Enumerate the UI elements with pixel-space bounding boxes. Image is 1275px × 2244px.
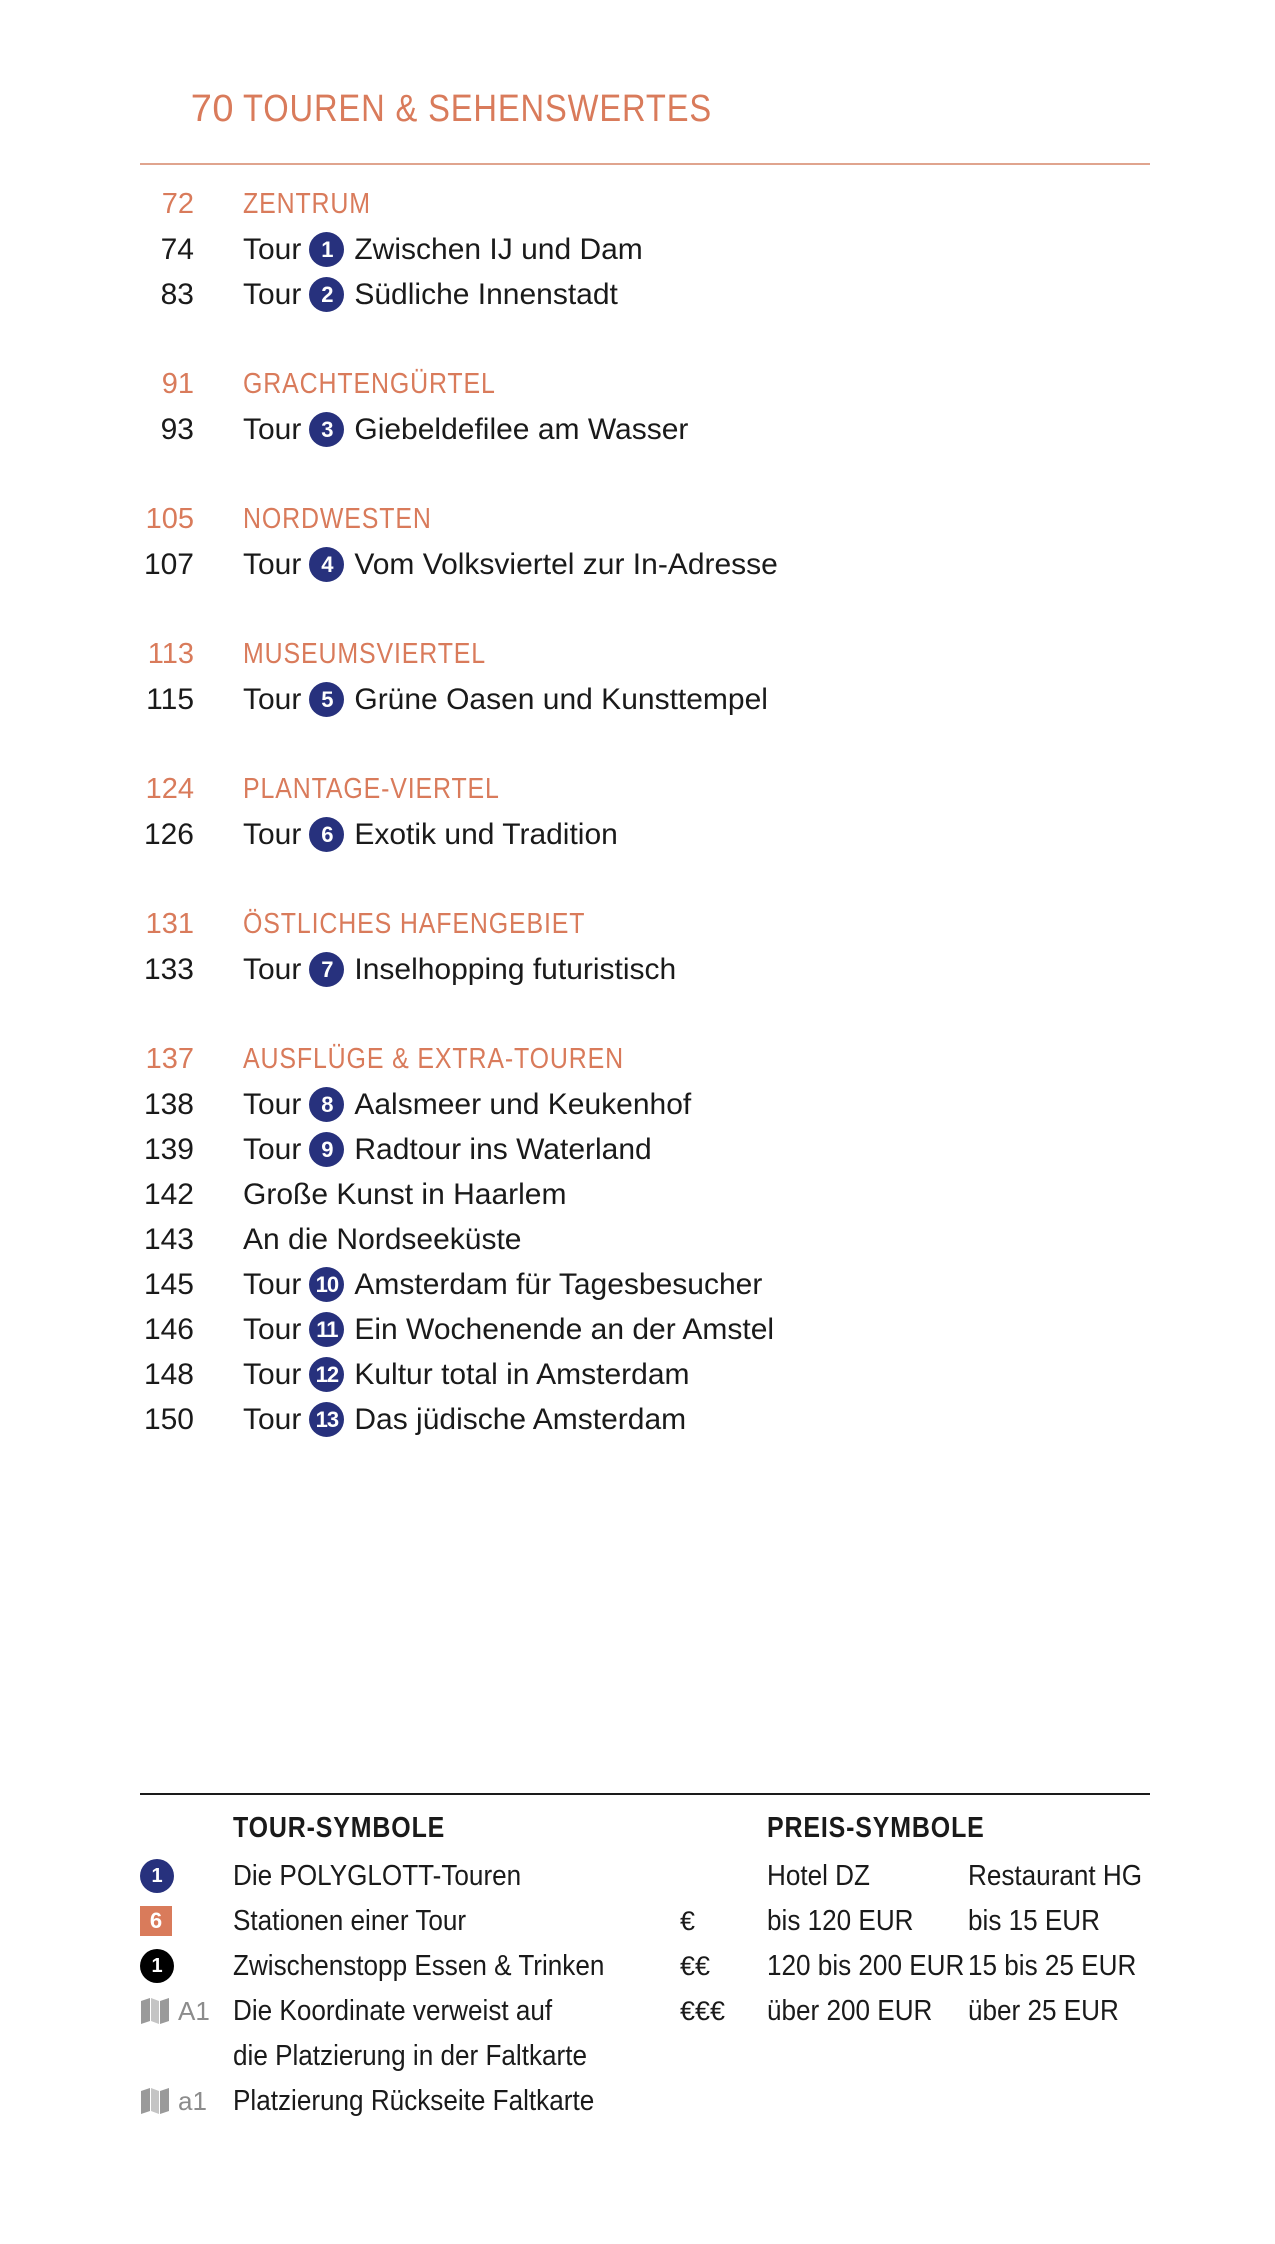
hotel-header: Hotel DZ bbox=[767, 1860, 870, 1892]
toc-entry[interactable] bbox=[140, 1397, 1150, 1442]
entry-label bbox=[243, 1352, 690, 1397]
entry-page-number: 126 bbox=[143, 818, 194, 851]
entry-label bbox=[243, 1172, 566, 1217]
entry-label bbox=[243, 1082, 691, 1127]
entry-label bbox=[243, 947, 676, 992]
toc-entry[interactable] bbox=[140, 1262, 1150, 1307]
section-title: MUSEUMSVIERTEL bbox=[243, 638, 487, 670]
entry-title: Inselhopping futuristisch bbox=[354, 953, 677, 986]
toc-entry[interactable] bbox=[140, 812, 1150, 857]
map-back-code: a1 bbox=[178, 2085, 207, 2116]
entry-page-number: 150 bbox=[143, 1403, 194, 1436]
entry-label bbox=[243, 227, 643, 272]
tour-number-badge: 7 bbox=[309, 952, 344, 987]
toc-section bbox=[140, 1037, 1150, 1442]
tour-number-badge: 5 bbox=[309, 682, 344, 717]
tour-number-badge: 4 bbox=[309, 547, 344, 582]
section-heading-row[interactable] bbox=[140, 497, 1150, 542]
entry-label bbox=[243, 1397, 686, 1442]
section-page-number: 72 bbox=[161, 188, 194, 220]
entry-page-number: 133 bbox=[143, 953, 194, 986]
entry-page-number: 142 bbox=[143, 1178, 194, 1211]
toc-entry[interactable] bbox=[140, 1352, 1150, 1397]
entry-title: Kultur total in Amsterdam bbox=[354, 1358, 690, 1391]
toc-entry[interactable] bbox=[140, 227, 1150, 272]
map-front-symbol-row bbox=[140, 1992, 210, 2030]
folding-map-icon bbox=[140, 1997, 170, 2025]
entry-title: Südliche Innenstadt bbox=[354, 278, 618, 311]
map-front-code: A1 bbox=[178, 1995, 210, 2026]
legend bbox=[140, 1812, 1150, 2142]
entry-title: Giebeldefilee am Wasser bbox=[354, 413, 689, 446]
entry-page-number: 143 bbox=[143, 1223, 194, 1256]
hotel-price: 120 bis 200 EUR bbox=[767, 1950, 965, 1982]
section-page-number: 105 bbox=[145, 503, 194, 535]
stop-symbol-row bbox=[140, 1947, 174, 1985]
price-symbol: €€ bbox=[680, 1951, 711, 1981]
section-heading-row[interactable] bbox=[140, 182, 1150, 227]
tour-symbols-heading: TOUR-SYMBOLE bbox=[233, 1812, 446, 1844]
entry-title: Große Kunst in Haarlem bbox=[243, 1178, 567, 1211]
section-title: PLANTAGE-VIERTEL bbox=[243, 773, 500, 805]
station-symbol-label: Stationen einer Tour bbox=[233, 1905, 467, 1937]
toc-entry[interactable] bbox=[140, 407, 1150, 452]
entry-label bbox=[243, 812, 618, 857]
chapter-title: TOUREN & SEHENSWERTES bbox=[243, 88, 713, 130]
restaurant-header: Restaurant HG bbox=[968, 1860, 1143, 1892]
tour-number-badge: 1 bbox=[309, 232, 344, 267]
tour-word: Tour bbox=[243, 1358, 302, 1391]
section-page-number: 137 bbox=[145, 1043, 194, 1075]
tour-number-badge: 12 bbox=[309, 1357, 344, 1392]
entry-label bbox=[243, 1262, 762, 1307]
entry-label bbox=[243, 1307, 774, 1352]
chapter-header bbox=[140, 88, 1150, 138]
toc-entry[interactable] bbox=[140, 1217, 1150, 1262]
entry-page-number: 138 bbox=[143, 1088, 194, 1121]
price-symbols-heading: PREIS-SYMBOLE bbox=[767, 1812, 985, 1844]
toc-entry[interactable] bbox=[140, 1082, 1150, 1127]
tour-word: Tour bbox=[243, 278, 302, 311]
section-heading-row[interactable] bbox=[140, 767, 1150, 812]
station-symbol-row bbox=[140, 1902, 172, 1940]
toc-section bbox=[140, 632, 1150, 722]
tour-word: Tour bbox=[243, 1088, 302, 1121]
hotel-price: über 200 EUR bbox=[767, 1995, 933, 2027]
tour-symbol-label: Die POLYGLOTT-Touren bbox=[233, 1860, 522, 1892]
entry-page-number: 83 bbox=[160, 278, 194, 311]
tour-word: Tour bbox=[243, 233, 302, 266]
entry-label bbox=[243, 407, 688, 452]
tour-word: Tour bbox=[243, 953, 302, 986]
toc-section bbox=[140, 767, 1150, 857]
toc-section bbox=[140, 362, 1150, 452]
entry-title: Zwischen IJ und Dam bbox=[354, 233, 643, 266]
tour-word: Tour bbox=[243, 1313, 302, 1346]
entry-title: Ein Wochenende an der Amstel bbox=[354, 1313, 775, 1346]
tour-number-badge: 6 bbox=[309, 817, 344, 852]
tour-word: Tour bbox=[243, 548, 302, 581]
section-heading-row[interactable] bbox=[140, 632, 1150, 677]
entry-page-number: 115 bbox=[146, 683, 194, 716]
entry-title: Grüne Oasen und Kunsttempel bbox=[354, 683, 768, 716]
entry-page-number: 148 bbox=[143, 1358, 194, 1391]
section-title: AUSFLÜGE & EXTRA-TOUREN bbox=[243, 1043, 625, 1075]
toc-section bbox=[140, 182, 1150, 317]
entry-label bbox=[243, 1127, 652, 1172]
entry-title: Aalsmeer und Keukenhof bbox=[354, 1088, 692, 1121]
tour-word: Tour bbox=[243, 1268, 302, 1301]
stop-symbol-label: Zwischenstopp Essen & Trinken bbox=[233, 1950, 605, 1982]
section-page-number: 131 bbox=[145, 908, 194, 940]
entry-page-number: 146 bbox=[143, 1313, 194, 1346]
tour-word: Tour bbox=[243, 818, 302, 851]
legend-divider bbox=[140, 1793, 1150, 1795]
section-heading-row[interactable] bbox=[140, 902, 1150, 947]
section-title: NORDWESTEN bbox=[243, 503, 432, 535]
entry-page-number: 93 bbox=[160, 413, 194, 446]
section-page-number: 113 bbox=[147, 638, 194, 670]
section-page-number: 91 bbox=[161, 368, 194, 400]
tour-word: Tour bbox=[243, 1403, 302, 1436]
tour-word: Tour bbox=[243, 683, 302, 716]
chapter-page-number: 70 bbox=[190, 88, 234, 130]
folding-map-icon bbox=[140, 2087, 170, 2115]
tour-word: Tour bbox=[243, 413, 302, 446]
restaurant-price: über 25 EUR bbox=[968, 1995, 1119, 2027]
section-title: ZENTRUM bbox=[243, 188, 371, 220]
section-title: ÖSTLICHES HAFENGEBIET bbox=[243, 908, 586, 940]
price-symbol: €€€ bbox=[680, 1996, 726, 2026]
toc-entry[interactable] bbox=[140, 1172, 1150, 1217]
restaurant-price: bis 15 EUR bbox=[968, 1905, 1101, 1937]
toc-entry[interactable] bbox=[140, 1307, 1150, 1352]
entry-label bbox=[243, 1217, 522, 1262]
tour-number-badge: 10 bbox=[309, 1267, 344, 1302]
section-page-number: 124 bbox=[145, 773, 194, 805]
tour-number-badge: 3 bbox=[309, 412, 344, 447]
hotel-price: bis 120 EUR bbox=[767, 1905, 914, 1937]
section-heading-row[interactable] bbox=[140, 1037, 1150, 1082]
tour-number-icon: 1 bbox=[140, 1859, 174, 1893]
toc-section bbox=[140, 902, 1150, 992]
map-front-label-line2: die Platzierung in der Faltkarte bbox=[233, 2040, 587, 2072]
entry-label bbox=[243, 272, 618, 317]
tour-number-badge: 13 bbox=[309, 1402, 344, 1437]
tour-word: Tour bbox=[243, 1133, 302, 1166]
entry-title: Amsterdam für Tagesbesucher bbox=[354, 1268, 763, 1301]
station-number-icon: 6 bbox=[140, 1906, 172, 1936]
entry-title: Das jüdische Amsterdam bbox=[354, 1403, 687, 1436]
entry-title: Vom Volksviertel zur In-Adresse bbox=[354, 548, 778, 581]
tour-number-badge: 11 bbox=[309, 1312, 344, 1347]
entry-page-number: 145 bbox=[143, 1268, 194, 1301]
section-heading-row[interactable] bbox=[140, 362, 1150, 407]
toc-section bbox=[140, 497, 1150, 587]
entry-title: An die Nordseeküste bbox=[243, 1223, 522, 1256]
entry-page-number: 74 bbox=[160, 233, 194, 266]
toc-entry[interactable] bbox=[140, 272, 1150, 317]
food-stop-icon: 1 bbox=[140, 1949, 174, 1983]
header-divider bbox=[140, 163, 1150, 165]
entry-label bbox=[243, 677, 768, 722]
toc-entry[interactable] bbox=[140, 1127, 1150, 1172]
entry-page-number: 139 bbox=[143, 1133, 194, 1166]
tour-number-badge: 2 bbox=[309, 277, 344, 312]
tour-symbol-row bbox=[140, 1857, 174, 1895]
entry-label bbox=[243, 542, 778, 587]
map-back-label: Platzierung Rückseite Faltkarte bbox=[233, 2085, 595, 2117]
toc-entry[interactable] bbox=[140, 677, 1150, 722]
entry-title: Exotik und Tradition bbox=[354, 818, 618, 851]
entry-title: Radtour ins Waterland bbox=[354, 1133, 652, 1166]
price-symbol: € bbox=[680, 1906, 696, 1936]
tour-number-badge: 9 bbox=[309, 1132, 344, 1167]
section-title: GRACHTENGÜRTEL bbox=[243, 368, 496, 400]
toc-entry[interactable] bbox=[140, 542, 1150, 587]
map-back-symbol-row bbox=[140, 2082, 207, 2120]
map-front-label-line1: Die Koordinate verweist auf bbox=[233, 1995, 553, 2027]
tour-number-badge: 8 bbox=[309, 1087, 344, 1122]
entry-page-number: 107 bbox=[143, 548, 194, 581]
table-of-contents bbox=[140, 182, 1150, 1487]
toc-entry[interactable] bbox=[140, 947, 1150, 992]
restaurant-price: 15 bis 25 EUR bbox=[968, 1950, 1137, 1982]
